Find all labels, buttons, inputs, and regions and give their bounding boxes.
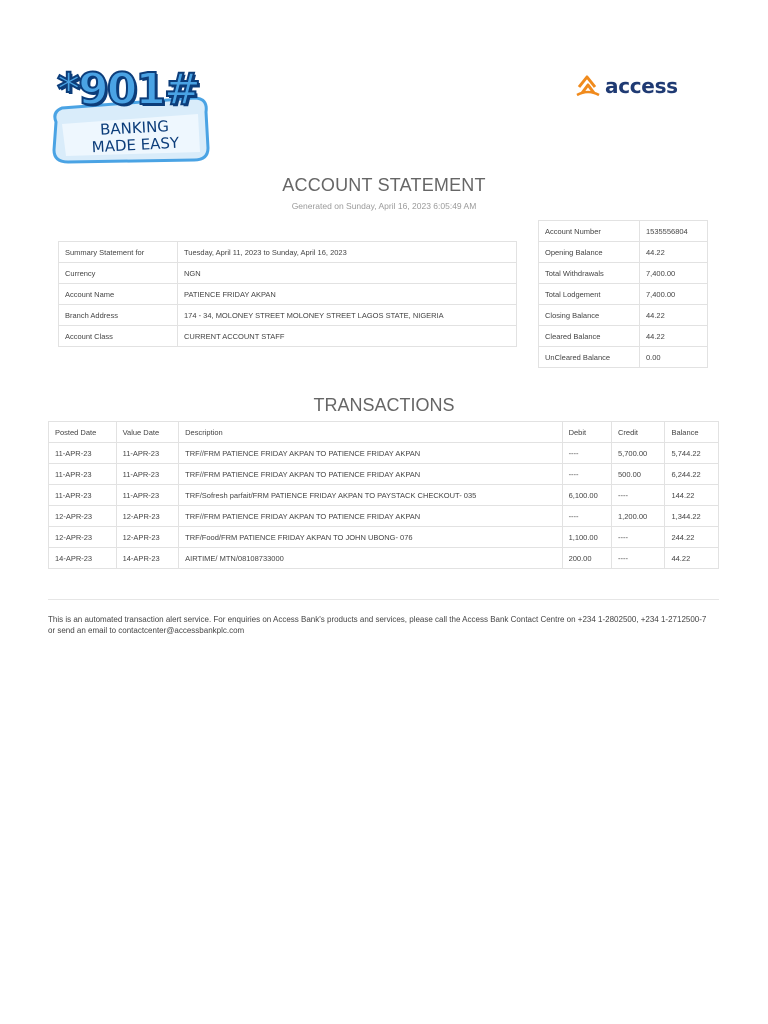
value-date-cell: 11-APR-23 (116, 443, 179, 464)
account-balances-table (538, 220, 708, 368)
balance-value: 7,400.00 (640, 263, 708, 284)
column-header-value-date: Value Date (116, 422, 179, 443)
footer-notice (48, 614, 728, 636)
debit-cell: 200.00 (562, 548, 611, 569)
summary-row (59, 326, 517, 347)
debit-cell: 1,100.00 (562, 527, 611, 548)
transactions-header-row (49, 422, 719, 443)
generated-timestamp: Generated on Sunday, April 16, 2023 6:05:49 AM (291, 201, 477, 211)
balance-label: UnCleared Balance (539, 347, 640, 368)
value-date-cell: 11-APR-23 (116, 485, 179, 506)
description-cell: TRF/Food/FRM PATIENCE FRIDAY AKPAN TO JOHN UBONG- 076 (179, 527, 562, 548)
summary-label: Branch Address (59, 305, 178, 326)
balance-cell: 244.22 (665, 527, 719, 548)
account-summary-table (58, 241, 517, 347)
description-cell: AIRTIME/ MTN/08108733000 (179, 548, 562, 569)
summary-value: 174 - 34, MOLONEY STREET MOLONEY STREET LAGOS STATE, NIGERIA (178, 305, 517, 326)
debit-cell: 6,100.00 (562, 485, 611, 506)
page-title: ACCOUNT STATEMENT (282, 175, 486, 195)
balance-value: 1535556804 (640, 221, 708, 242)
summary-row (59, 305, 517, 326)
balance-value: 44.22 (640, 242, 708, 263)
balance-row (539, 305, 708, 326)
description-cell: TRF/Sofresh parfait/FRM PATIENCE FRIDAY AKPAN TO PAYSTACK CHECKOUT- 035 (179, 485, 562, 506)
balance-value: 44.22 (640, 305, 708, 326)
banking-made-easy-logo (48, 64, 212, 164)
table-row (49, 464, 719, 485)
summary-row (59, 242, 517, 263)
column-header-credit: Credit (612, 422, 665, 443)
balance-value: 7,400.00 (640, 284, 708, 305)
balance-label: Total Lodgement (539, 284, 640, 305)
description-cell: TRF//FRM PATIENCE FRIDAY AKPAN TO PATIENCE FRIDAY AKPAN (179, 464, 562, 485)
table-row (49, 527, 719, 548)
balance-row (539, 242, 708, 263)
credit-cell: 1,200.00 (612, 506, 665, 527)
balance-row (539, 347, 708, 368)
value-date-cell: 11-APR-23 (116, 464, 179, 485)
summary-row (59, 284, 517, 305)
transactions-heading: TRANSACTIONS (313, 395, 455, 415)
summary-value: NGN (178, 263, 517, 284)
posted-date-cell: 12-APR-23 (49, 506, 117, 527)
debit-cell: ---- (562, 506, 611, 527)
logo-tagline (69, 117, 201, 158)
tagline-line-1: BANKING (99, 117, 170, 139)
debit-cell: ---- (562, 443, 611, 464)
summary-row (59, 263, 517, 284)
column-header-debit: Debit (562, 422, 611, 443)
balance-cell: 144.22 (665, 485, 719, 506)
balance-label: Opening Balance (539, 242, 640, 263)
footer-line-2: or send an email to contactcenter@accessbankplc.com (48, 626, 245, 635)
posted-date-cell: 11-APR-23 (49, 443, 117, 464)
credit-cell: 5,700.00 (612, 443, 665, 464)
column-header-description: Description (179, 422, 562, 443)
summary-label: Account Class (59, 326, 178, 347)
posted-date-cell: 14-APR-23 (49, 548, 117, 569)
access-wordmark: access (605, 74, 678, 98)
summary-value: CURRENT ACCOUNT STAFF (178, 326, 517, 347)
balance-value: 0.00 (640, 347, 708, 368)
balance-cell: 1,344.22 (665, 506, 719, 527)
column-header-balance: Balance (665, 422, 719, 443)
summary-value: Tuesday, April 11, 2023 to Sunday, April 16, 2023 (178, 242, 517, 263)
footer-divider (48, 599, 719, 600)
balance-row (539, 284, 708, 305)
balance-cell: 6,244.22 (665, 464, 719, 485)
table-row (49, 443, 719, 464)
balance-cell: 44.22 (665, 548, 719, 569)
posted-date-cell: 11-APR-23 (49, 464, 117, 485)
balance-label: Total Withdrawals (539, 263, 640, 284)
balance-row (539, 221, 708, 242)
access-bank-logo (575, 72, 678, 100)
balance-label: Closing Balance (539, 305, 640, 326)
access-arrow-icon (575, 73, 601, 99)
credit-cell: 500.00 (612, 464, 665, 485)
balance-label: Cleared Balance (539, 326, 640, 347)
transactions-table (48, 421, 719, 569)
description-cell: TRF//FRM PATIENCE FRIDAY AKPAN TO PATIENCE FRIDAY AKPAN (179, 443, 562, 464)
credit-cell: ---- (612, 527, 665, 548)
balance-value: 44.22 (640, 326, 708, 347)
table-row (49, 485, 719, 506)
balance-row (539, 326, 708, 347)
posted-date-cell: 11-APR-23 (49, 485, 117, 506)
balance-row (539, 263, 708, 284)
balance-label: Account Number (539, 221, 640, 242)
credit-cell: ---- (612, 485, 665, 506)
table-row (49, 506, 719, 527)
column-header-posted-date: Posted Date (49, 422, 117, 443)
value-date-cell: 12-APR-23 (116, 506, 179, 527)
credit-cell: ---- (612, 548, 665, 569)
balance-cell: 5,744.22 (665, 443, 719, 464)
posted-date-cell: 12-APR-23 (49, 527, 117, 548)
tagline-line-2: MADE EASY (91, 133, 180, 157)
value-date-cell: 14-APR-23 (116, 548, 179, 569)
summary-label: Account Name (59, 284, 178, 305)
footer-line-1: This is an automated transaction alert service. For enquiries on Access Bank's products and services, please call the Access Bank Contact Centre on +234 1-2802500, +234 1-2712500-7 (48, 615, 707, 624)
description-cell: TRF//FRM PATIENCE FRIDAY AKPAN TO PATIENCE FRIDAY AKPAN (179, 506, 562, 527)
debit-cell: ---- (562, 464, 611, 485)
table-row (49, 548, 719, 569)
summary-value: PATIENCE FRIDAY AKPAN (178, 284, 517, 305)
ussd-code-text: *901# (57, 64, 199, 115)
summary-label: Currency (59, 263, 178, 284)
value-date-cell: 12-APR-23 (116, 527, 179, 548)
summary-label: Summary Statement for (59, 242, 178, 263)
